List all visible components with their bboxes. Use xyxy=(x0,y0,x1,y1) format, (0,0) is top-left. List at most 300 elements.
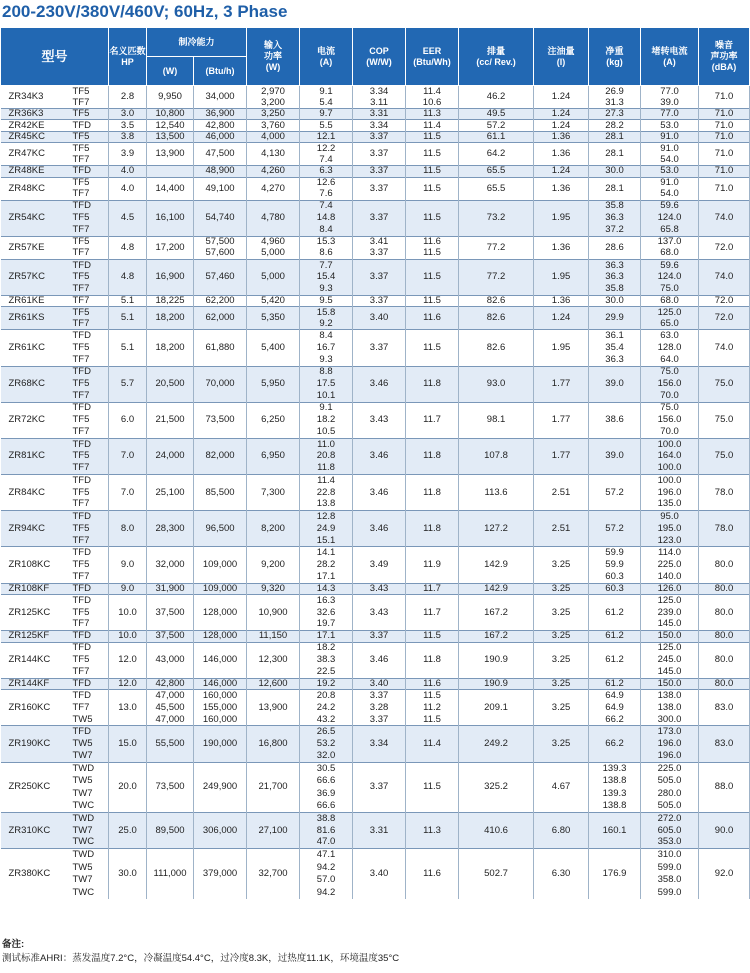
variant-cell: TF5 xyxy=(71,131,109,142)
cop-cell: 3.37 xyxy=(353,762,406,813)
net-weight-cell: 35.4 xyxy=(589,342,641,354)
current-cell: 53.2 xyxy=(300,738,353,750)
current-cell: 24.9 xyxy=(300,523,353,535)
current-cell: 15.4 xyxy=(300,271,353,283)
current-cell: 43.2 xyxy=(300,714,353,726)
table-row xyxy=(1,131,750,142)
noise-cell: 88.0 xyxy=(699,762,750,813)
table-row xyxy=(1,678,750,689)
current-cell: 7.6 xyxy=(300,189,353,201)
net-weight-cell: 28.6 xyxy=(589,236,641,259)
model-cell: ZR160KC xyxy=(1,690,71,726)
variant-cell: TF7 xyxy=(71,499,109,511)
net-weight-cell: 176.9 xyxy=(589,849,641,900)
cooling-btu-cell: 36,900 xyxy=(194,109,247,120)
header-cooling-btu: (Btu/h) xyxy=(194,57,247,86)
locked-rotor-current-cell: 54.0 xyxy=(641,189,699,201)
cooling-btu-cell: 306,000 xyxy=(194,813,247,849)
hp-cell: 5.1 xyxy=(109,330,147,366)
noise-cell: 80.0 xyxy=(699,642,750,678)
cooling-btu-cell: 70,000 xyxy=(194,366,247,402)
locked-rotor-current-cell: 75.0 xyxy=(641,366,699,378)
oil-charge-cell: 3.25 xyxy=(534,642,589,678)
cop-cell: 3.37 xyxy=(353,177,406,200)
cooling-btu-cell: 96,500 xyxy=(194,511,247,547)
cooling-btu-cell: 82,000 xyxy=(194,438,247,474)
table-row xyxy=(1,690,750,702)
model-cell: ZR125KF xyxy=(1,631,71,642)
noise-cell: 74.0 xyxy=(699,330,750,366)
locked-rotor-current-cell: 599.0 xyxy=(641,861,699,874)
input-power-cell: 5,350 xyxy=(247,307,300,330)
cooling-btu-cell: 109,000 xyxy=(194,583,247,594)
current-cell: 8.6 xyxy=(300,248,353,260)
variant-cell: TFD xyxy=(71,547,109,559)
eer-cell: 11.5 xyxy=(406,131,459,142)
cooling-w-cell: 10,800 xyxy=(147,109,194,120)
cooling-w-cell: 111,000 xyxy=(147,849,194,900)
net-weight-cell: 26.9 xyxy=(589,86,641,98)
header-net-weight: 净重 (kg) xyxy=(589,28,641,86)
variant-cell: TFD xyxy=(71,200,109,212)
variant-cell: TF5 xyxy=(71,607,109,619)
cooling-w-cell: 13,500 xyxy=(147,131,194,142)
locked-rotor-current-cell: 59.6 xyxy=(641,200,699,212)
eer-cell: 11.8 xyxy=(406,511,459,547)
noise-cell: 80.0 xyxy=(699,595,750,631)
hp-cell: 13.0 xyxy=(109,690,147,726)
variant-cell: TW7 xyxy=(71,787,109,800)
hp-cell: 3.9 xyxy=(109,143,147,166)
hp-cell: 7.0 xyxy=(109,475,147,511)
cooling-w-cell: 43,000 xyxy=(147,642,194,678)
cooling-btu-cell: 128,000 xyxy=(194,595,247,631)
net-weight-cell: 138.8 xyxy=(589,775,641,788)
page-title: 200-230V/380V/460V; 60Hz, 3 Phase xyxy=(2,2,288,21)
header-oil-charge: 注油量 (l) xyxy=(534,28,589,86)
oil-charge-cell: 6.80 xyxy=(534,813,589,849)
eer-cell: 11.7 xyxy=(406,595,459,631)
variant-cell: TFD xyxy=(71,631,109,642)
eer-cell: 11.6 xyxy=(406,236,459,248)
cooling-btu-cell: 109,000 xyxy=(194,547,247,583)
cop-cell: 3.37 xyxy=(353,690,406,702)
current-cell: 66.6 xyxy=(300,775,353,788)
cop-cell: 3.37 xyxy=(353,200,406,236)
oil-charge-cell: 1.24 xyxy=(534,120,589,131)
current-cell: 14.3 xyxy=(300,583,353,594)
variant-cell: TFD xyxy=(71,678,109,689)
displacement-cell: 93.0 xyxy=(459,366,534,402)
input-power-cell: 3,200 xyxy=(247,97,300,109)
cop-cell: 3.49 xyxy=(353,547,406,583)
net-weight-cell: 66.2 xyxy=(589,714,641,726)
current-cell: 22.5 xyxy=(300,666,353,678)
header-displacement: 排量 (cc/ Rev.) xyxy=(459,28,534,86)
variant-cell: TFD xyxy=(71,583,109,594)
table-row xyxy=(1,143,750,155)
net-weight-cell: 60.3 xyxy=(589,583,641,594)
table-row xyxy=(1,475,750,487)
header-cooling-capacity: 制冷能力 xyxy=(147,28,247,57)
model-cell: ZR108KC xyxy=(1,547,71,583)
noise-cell: 74.0 xyxy=(699,259,750,295)
variant-cell: TF5 xyxy=(71,236,109,248)
eer-cell: 11.5 xyxy=(406,248,459,260)
net-weight-cell: 38.6 xyxy=(589,402,641,438)
hp-cell: 4.0 xyxy=(109,177,147,200)
variant-cell: TF7 xyxy=(71,154,109,166)
hp-cell: 10.0 xyxy=(109,631,147,642)
noise-cell: 80.0 xyxy=(699,583,750,594)
header-input-power: 输入 功率 (W) xyxy=(247,28,300,86)
eer-cell: 11.5 xyxy=(406,631,459,642)
current-cell: 32.0 xyxy=(300,750,353,762)
current-cell: 7.4 xyxy=(300,154,353,166)
cooling-btu-cell: 146,000 xyxy=(194,642,247,678)
hp-cell: 9.0 xyxy=(109,583,147,594)
input-power-cell: 7,300 xyxy=(247,475,300,511)
noise-cell: 74.0 xyxy=(699,200,750,236)
variant-cell: TF5 xyxy=(71,271,109,283)
current-cell: 38.8 xyxy=(300,813,353,825)
table-row xyxy=(1,177,750,189)
locked-rotor-current-cell: 126.0 xyxy=(641,583,699,594)
header-locked-rotor-current: 堵转电流 (A) xyxy=(641,28,699,86)
net-weight-cell: 39.0 xyxy=(589,366,641,402)
cop-cell: 3.31 xyxy=(353,813,406,849)
noise-cell: 78.0 xyxy=(699,511,750,547)
variant-cell: TW5 xyxy=(71,714,109,726)
table-row xyxy=(1,86,750,98)
net-weight-cell: 61.2 xyxy=(589,642,641,678)
displacement-cell: 73.2 xyxy=(459,200,534,236)
variant-cell: TWD xyxy=(71,813,109,825)
cop-cell: 3.41 xyxy=(353,236,406,248)
cop-cell: 3.37 xyxy=(353,295,406,306)
model-cell: ZR42KE xyxy=(1,120,71,131)
displacement-cell: 325.2 xyxy=(459,762,534,813)
displacement-cell: 64.2 xyxy=(459,143,534,166)
cooling-btu-cell: 249,900 xyxy=(194,762,247,813)
locked-rotor-current-cell: 70.0 xyxy=(641,390,699,402)
noise-cell: 80.0 xyxy=(699,547,750,583)
model-cell: ZR94KC xyxy=(1,511,71,547)
input-power-cell: 13,900 xyxy=(247,690,300,726)
hp-cell: 7.0 xyxy=(109,438,147,474)
variant-cell: TF7 xyxy=(71,295,109,306)
variant-cell: TF7 xyxy=(71,318,109,330)
current-cell: 8.4 xyxy=(300,224,353,236)
eer-cell: 11.6 xyxy=(406,849,459,900)
locked-rotor-current-cell: 123.0 xyxy=(641,535,699,547)
oil-charge-cell: 6.30 xyxy=(534,849,589,900)
variant-cell: TFD xyxy=(71,690,109,702)
cooling-w-cell: 17,200 xyxy=(147,236,194,259)
oil-charge-cell: 1.95 xyxy=(534,330,589,366)
cooling-w-cell: 14,400 xyxy=(147,177,194,200)
locked-rotor-current-cell: 353.0 xyxy=(641,837,699,849)
input-power-cell: 4,000 xyxy=(247,131,300,142)
input-power-cell: 11,150 xyxy=(247,631,300,642)
eer-cell: 11.6 xyxy=(406,307,459,330)
locked-rotor-current-cell: 272.0 xyxy=(641,813,699,825)
eer-cell: 11.8 xyxy=(406,366,459,402)
input-power-cell: 5,950 xyxy=(247,366,300,402)
displacement-cell: 82.6 xyxy=(459,295,534,306)
variant-cell: TF7 xyxy=(71,224,109,236)
input-power-cell: 3,250 xyxy=(247,109,300,120)
cooling-w-cell: 89,500 xyxy=(147,813,194,849)
cooling-w-cell: 20,500 xyxy=(147,366,194,402)
variant-cell: TF7 xyxy=(71,97,109,109)
cooling-w-cell: 32,000 xyxy=(147,547,194,583)
variant-cell: TF7 xyxy=(71,189,109,201)
eer-cell: 11.5 xyxy=(406,330,459,366)
hp-cell: 3.5 xyxy=(109,120,147,131)
current-cell: 10.5 xyxy=(300,426,353,438)
displacement-cell: 82.6 xyxy=(459,330,534,366)
locked-rotor-current-cell: 65.8 xyxy=(641,224,699,236)
noise-cell: 72.0 xyxy=(699,295,750,306)
current-cell: 19.2 xyxy=(300,678,353,689)
input-power-cell: 6,250 xyxy=(247,402,300,438)
table-row xyxy=(1,120,750,131)
header-noise: 噪音 声功率 (dBA) xyxy=(699,28,750,86)
oil-charge-cell: 3.25 xyxy=(534,547,589,583)
locked-rotor-current-cell: 95.0 xyxy=(641,511,699,523)
eer-cell: 11.5 xyxy=(406,690,459,702)
eer-cell: 11.8 xyxy=(406,438,459,474)
input-power-cell: 9,200 xyxy=(247,547,300,583)
current-cell: 6.3 xyxy=(300,166,353,177)
current-cell: 19.7 xyxy=(300,619,353,631)
header-eer: EER (Btu/Wh) xyxy=(406,28,459,86)
net-weight-cell: 29.9 xyxy=(589,307,641,330)
table-row xyxy=(1,511,750,523)
hp-cell: 6.0 xyxy=(109,402,147,438)
displacement-cell: 49.5 xyxy=(459,109,534,120)
cooling-w-cell: 12,540 xyxy=(147,120,194,131)
locked-rotor-current-cell: 53.0 xyxy=(641,166,699,177)
cooling-w-cell: 47,000 xyxy=(147,714,194,726)
noise-cell: 75.0 xyxy=(699,438,750,474)
model-cell: ZR57KE xyxy=(1,236,71,259)
locked-rotor-current-cell: 196.0 xyxy=(641,738,699,750)
current-cell: 15.1 xyxy=(300,535,353,547)
locked-rotor-current-cell: 150.0 xyxy=(641,631,699,642)
locked-rotor-current-cell: 239.0 xyxy=(641,607,699,619)
variant-cell: TFD xyxy=(71,402,109,414)
notes-heading: 备注: xyxy=(2,939,25,950)
noise-cell: 71.0 xyxy=(699,86,750,109)
locked-rotor-current-cell: 75.0 xyxy=(641,283,699,295)
eer-cell: 11.7 xyxy=(406,583,459,594)
eer-cell: 11.9 xyxy=(406,547,459,583)
oil-charge-cell: 1.77 xyxy=(534,438,589,474)
current-cell: 94.2 xyxy=(300,887,353,900)
current-cell: 16.3 xyxy=(300,595,353,607)
hp-cell: 25.0 xyxy=(109,813,147,849)
input-power-cell: 32,700 xyxy=(247,849,300,900)
header-cop: COP (W/W) xyxy=(353,28,406,86)
variant-cell: TW5 xyxy=(71,738,109,750)
locked-rotor-current-cell: 150.0 xyxy=(641,678,699,689)
locked-rotor-current-cell: 100.0 xyxy=(641,438,699,450)
hp-cell: 2.8 xyxy=(109,86,147,109)
locked-rotor-current-cell: 605.0 xyxy=(641,825,699,837)
oil-charge-cell: 1.77 xyxy=(534,366,589,402)
header-model: 型号 xyxy=(1,28,109,86)
eer-cell: 11.8 xyxy=(406,642,459,678)
locked-rotor-current-cell: 59.6 xyxy=(641,259,699,271)
noise-cell: 75.0 xyxy=(699,366,750,402)
model-cell: ZR61KE xyxy=(1,295,71,306)
cooling-w-cell: 55,500 xyxy=(147,726,194,762)
variant-cell: TFD xyxy=(71,726,109,738)
cooling-w-cell: 24,000 xyxy=(147,438,194,474)
cooling-w-cell: 16,900 xyxy=(147,259,194,295)
locked-rotor-current-cell: 68.0 xyxy=(641,248,699,260)
oil-charge-cell: 4.67 xyxy=(534,762,589,813)
displacement-cell: 46.2 xyxy=(459,86,534,109)
displacement-cell: 209.1 xyxy=(459,690,534,726)
model-cell: ZR250KC xyxy=(1,762,71,813)
variant-cell: TF5 xyxy=(71,559,109,571)
current-cell: 13.8 xyxy=(300,499,353,511)
variant-cell: TF5 xyxy=(71,378,109,390)
net-weight-cell: 61.2 xyxy=(589,678,641,689)
locked-rotor-current-cell: 125.0 xyxy=(641,642,699,654)
model-cell: ZR68KC xyxy=(1,366,71,402)
locked-rotor-current-cell: 225.0 xyxy=(641,559,699,571)
eer-cell: 11.5 xyxy=(406,259,459,295)
cooling-w-cell: 13,900 xyxy=(147,143,194,166)
displacement-cell: 502.7 xyxy=(459,849,534,900)
net-weight-cell: 36.3 xyxy=(589,354,641,366)
net-weight-cell: 37.2 xyxy=(589,224,641,236)
net-weight-cell: 59.9 xyxy=(589,547,641,559)
current-cell: 9.5 xyxy=(300,295,353,306)
oil-charge-cell: 1.24 xyxy=(534,307,589,330)
input-power-cell: 27,100 xyxy=(247,813,300,849)
table-row xyxy=(1,330,750,342)
locked-rotor-current-cell: 64.0 xyxy=(641,354,699,366)
net-weight-cell: 28.1 xyxy=(589,143,641,166)
oil-charge-cell: 1.36 xyxy=(534,295,589,306)
locked-rotor-current-cell: 138.0 xyxy=(641,690,699,702)
oil-charge-cell: 1.36 xyxy=(534,131,589,142)
eer-cell: 11.4 xyxy=(406,726,459,762)
cooling-btu-cell: 46,000 xyxy=(194,131,247,142)
locked-rotor-current-cell: 196.0 xyxy=(641,750,699,762)
noise-cell: 71.0 xyxy=(699,120,750,131)
oil-charge-cell: 1.24 xyxy=(534,109,589,120)
cop-cell: 3.34 xyxy=(353,120,406,131)
oil-charge-cell: 3.25 xyxy=(534,595,589,631)
current-cell: 26.5 xyxy=(300,726,353,738)
displacement-cell: 190.9 xyxy=(459,642,534,678)
variant-cell: TF7 xyxy=(71,666,109,678)
table-row xyxy=(1,849,750,862)
current-cell: 81.6 xyxy=(300,825,353,837)
locked-rotor-current-cell: 124.0 xyxy=(641,271,699,283)
cop-cell: 3.40 xyxy=(353,678,406,689)
locked-rotor-current-cell: 65.0 xyxy=(641,318,699,330)
locked-rotor-current-cell: 505.0 xyxy=(641,800,699,813)
variant-cell: TF5 xyxy=(71,109,109,120)
cop-cell: 3.34 xyxy=(353,726,406,762)
model-cell: ZR310KC xyxy=(1,813,71,849)
input-power-cell: 5,420 xyxy=(247,295,300,306)
net-weight-cell: 36.3 xyxy=(589,271,641,283)
locked-rotor-current-cell: 156.0 xyxy=(641,378,699,390)
variant-cell: TFD xyxy=(71,511,109,523)
net-weight-cell: 138.8 xyxy=(589,800,641,813)
noise-cell: 72.0 xyxy=(699,236,750,259)
locked-rotor-current-cell: 145.0 xyxy=(641,666,699,678)
model-cell: ZR57KC xyxy=(1,259,71,295)
net-weight-cell: 57.2 xyxy=(589,475,641,511)
cooling-btu-cell: 62,000 xyxy=(194,307,247,330)
cop-cell: 3.37 xyxy=(353,248,406,260)
cooling-btu-cell: 42,800 xyxy=(194,120,247,131)
current-cell: 12.2 xyxy=(300,143,353,155)
noise-cell: 83.0 xyxy=(699,726,750,762)
displacement-cell: 61.1 xyxy=(459,131,534,142)
model-cell: ZR48KC xyxy=(1,177,71,200)
variant-cell: TF5 xyxy=(71,487,109,499)
hp-cell: 5.7 xyxy=(109,366,147,402)
oil-charge-cell: 2.51 xyxy=(534,511,589,547)
locked-rotor-current-cell: 138.0 xyxy=(641,702,699,714)
variant-cell: TWC xyxy=(71,800,109,813)
eer-cell: 11.5 xyxy=(406,200,459,236)
noise-cell: 71.0 xyxy=(699,177,750,200)
variant-cell: TWC xyxy=(71,837,109,849)
variant-cell: TF5 xyxy=(71,654,109,666)
table-row xyxy=(1,642,750,654)
cooling-w-cell: 16,100 xyxy=(147,200,194,236)
cop-cell: 3.37 xyxy=(353,259,406,295)
locked-rotor-current-cell: 91.0 xyxy=(641,143,699,155)
eer-cell: 11.5 xyxy=(406,143,459,166)
model-cell: ZR61KS xyxy=(1,307,71,330)
model-cell: ZR144KF xyxy=(1,678,71,689)
eer-cell: 11.5 xyxy=(406,177,459,200)
hp-cell: 30.0 xyxy=(109,849,147,900)
noise-cell: 83.0 xyxy=(699,690,750,726)
variant-cell: TFD xyxy=(71,475,109,487)
oil-charge-cell: 1.77 xyxy=(534,402,589,438)
table-row xyxy=(1,438,750,450)
oil-charge-cell: 1.36 xyxy=(534,236,589,259)
cop-cell: 3.34 xyxy=(353,86,406,98)
cooling-btu-cell: 57,460 xyxy=(194,259,247,295)
input-power-cell: 16,800 xyxy=(247,726,300,762)
displacement-cell: 113.6 xyxy=(459,475,534,511)
locked-rotor-current-cell: 300.0 xyxy=(641,714,699,726)
net-weight-cell: 35.8 xyxy=(589,283,641,295)
current-cell: 94.2 xyxy=(300,861,353,874)
locked-rotor-current-cell: 91.0 xyxy=(641,131,699,142)
table-row xyxy=(1,166,750,177)
cooling-btu-cell: 85,500 xyxy=(194,475,247,511)
current-cell: 5.5 xyxy=(300,120,353,131)
input-power-cell: 5,400 xyxy=(247,330,300,366)
variant-cell: TF5 xyxy=(71,450,109,462)
cop-cell: 3.37 xyxy=(353,131,406,142)
